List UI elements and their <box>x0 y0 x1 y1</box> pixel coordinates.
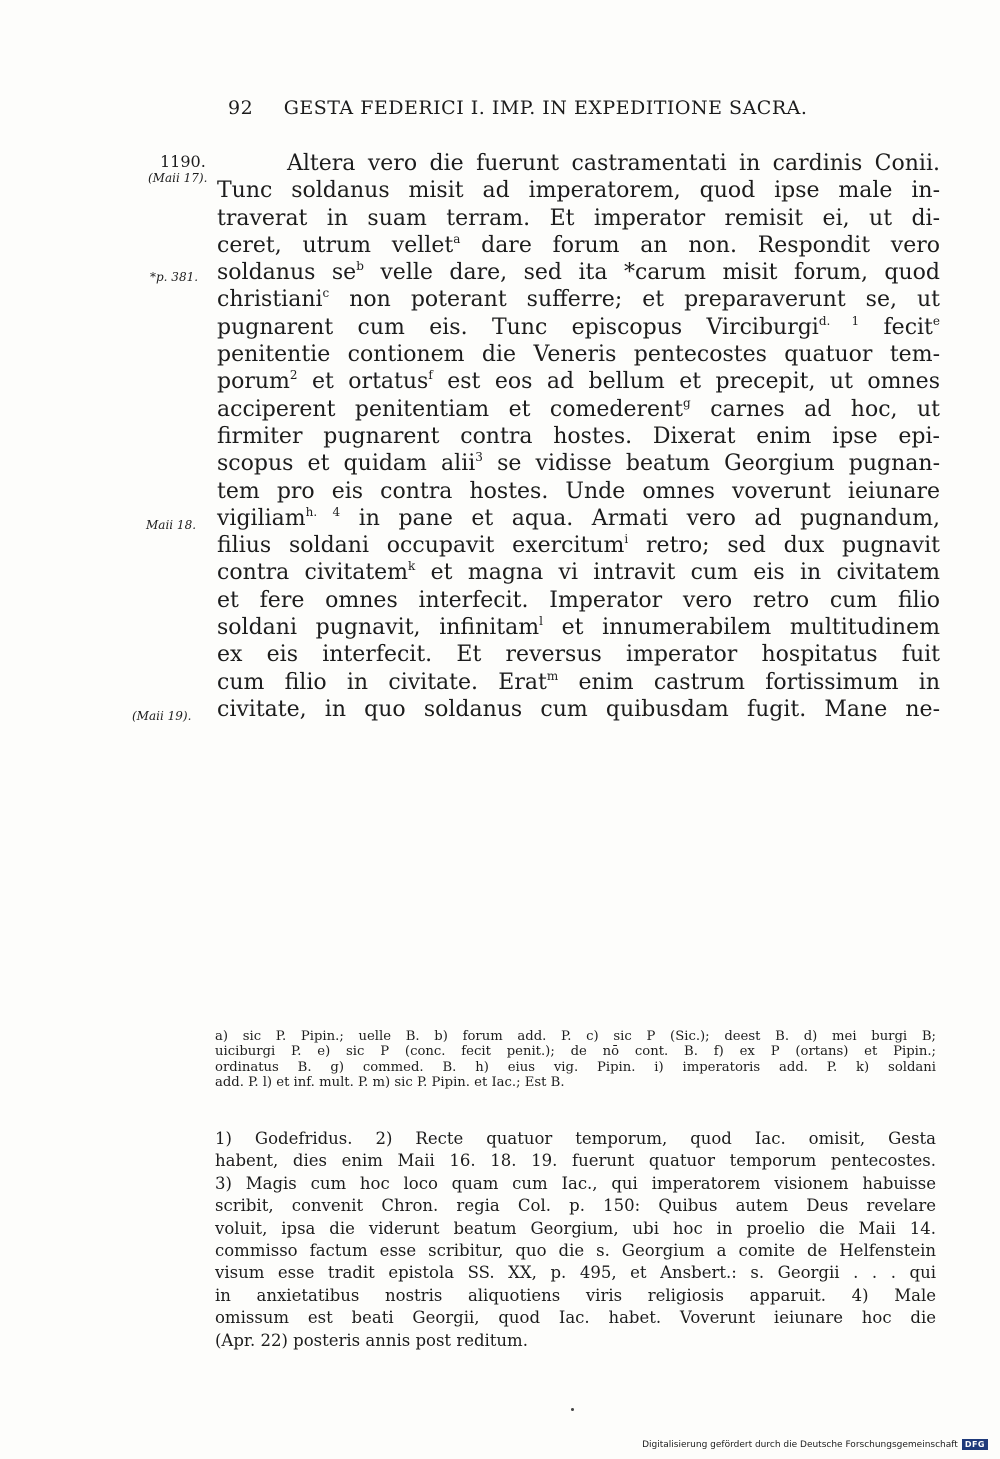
text-line: Altera vero die fuerunt castramentati in cardinis Conii. <box>287 151 940 176</box>
footnote-line: voluit, ipsa die viderunt beatum Georgium, ubi hoc in proelio die Maii 14. <box>215 1218 936 1238</box>
text-line: porum$^2$ et ortatus$^f$ est eos ad bellum et precepit, ut omnes <box>217 368 940 395</box>
apparatus-line: add. P. l) et inf. mult. P. m) sic P. Pipin. et Iac.; Est B. <box>215 1074 565 1090</box>
text-line: christiani$^c$ non poterant sufferre; et preparaverunt se, ut <box>217 286 940 313</box>
dfg-logo-icon: DFG <box>962 1439 988 1450</box>
main-text <box>217 150 940 723</box>
footer-credit: Digitalisierung gefördert durch die Deutsche Forschungsgemeinschaft <box>642 1439 958 1450</box>
text-line: acciperent penitentiam et comederent$^g$ carnes ad hoc, ut <box>217 395 940 422</box>
running-header <box>228 97 928 119</box>
footnote-line: 1) Godefridus. 2) Recte quatuor temporum, quod Iac. omisit, Gesta <box>215 1129 936 1148</box>
text-line: Tunc soldanus misit ad imperatorem, quod ipse male in- <box>217 178 940 204</box>
text-line: cum filio in civitate. Erat$^m$ enim castrum fortissimum in <box>217 668 940 695</box>
text-line: pugnarent cum eis. Tunc episcopus Virciburgi$^{d. 1}$ fecit$^e$ <box>217 313 941 340</box>
text-line: ex eis interfecit. Et reversus imperator hospitatus fuit <box>217 642 940 668</box>
text-line: ceret, utrum vellet$^a$ dare forum an non. Respondit vero <box>217 231 941 258</box>
footnote-line: (Apr. 22) posteris annis post reditum. <box>215 1330 528 1350</box>
footnote-line: habent, dies enim Maii 16. 18. 19. fuerunt quatuor temporum pentecostes. <box>215 1151 936 1171</box>
text-line: vigiliam$^{h. 4}$ in pane et aqua. Armati vero ad pugnandum, <box>217 504 940 531</box>
text-line: filius soldani occupavit exercitum$^i$ retro; sed dux pugnavit <box>217 532 940 559</box>
text-line: soldani pugnavit, infinitam$^l$ et innumerabilem multitudinem <box>217 614 940 641</box>
margin-page-ref: *p. 381. <box>150 270 199 284</box>
page-number: 92 <box>228 97 254 119</box>
text-line: civitate, in quo soldanus cum quibusdam fugit. Mane ne- <box>217 696 940 722</box>
critical-apparatus <box>215 1029 936 1090</box>
apparatus-line: uiciburgi P. e) sic P (conc. fecit penit.); de nō cont. B. f) ex P (ortans) et Pipin.; <box>215 1044 936 1060</box>
digitization-footer <box>642 1439 988 1450</box>
apparatus-line: ordinatus B. g) commed. B. h) eius vig. Pipin. i) imperatoris add. P. k) soldani <box>215 1059 936 1075</box>
text-line: firmiter pugnarent contra hostes. Dixerat enim ipse epi- <box>217 423 940 449</box>
text-line: tem pro eis contra hostes. Unde omnes voverunt ieiunare <box>217 478 940 504</box>
margin-date-maii-17: (Maii 17). <box>148 171 208 185</box>
footnote-line: visum esse tradit epistola SS. XX, p. 495, et Ansbert.: s. Georgii . . . qui <box>215 1263 936 1283</box>
margin-date-maii-19: (Maii 19). <box>132 709 192 723</box>
footnote-line: in anxietatibus nostris aliquotiens viris religiosis apparuit. 4) Male <box>215 1285 936 1305</box>
footnote-line: commisso factum esse scribitur, quo die s. Georgium a comite de Helfenstein <box>215 1240 936 1260</box>
footnotes <box>215 1128 936 1352</box>
text-line: scopus et quidam alii$^3$ se vidisse beatum Georgium pugnan- <box>217 450 941 477</box>
apparatus-line: a) sic P. Pipin.; uelle B. b) forum add. P. c) sic P (Sic.); deest B. d) mei burgi B; <box>215 1029 936 1044</box>
footnote-line: 3) Magis cum hoc loco quam cum Iac., qui imperatorem visionem habuisse <box>215 1173 936 1193</box>
text-line: et fere omnes interfecit. Imperator vero retro cum filio <box>217 587 940 613</box>
text-line: penitentie contionem die Veneris pentecostes quatuor tem- <box>217 342 940 368</box>
margin-date-maii-18: Maii 18. <box>146 518 197 532</box>
footnote-line: scribit, convenit Chron. regia Col. p. 150: Quibus autem Deus revelare <box>215 1196 936 1216</box>
text-line: traverat in suam terram. Et imperator remisit ei, ut di- <box>217 205 940 231</box>
margin-year: 1190. <box>160 152 206 171</box>
footnote-line: omissum est beati Georgii, quod Iac. habet. Voverunt ieiunare hoc die <box>215 1308 936 1328</box>
text-line: contra civitatem$^k$ et magna vi intravit cum eis in civitatem <box>217 559 940 586</box>
running-title: GESTA FEDERICI I. IMP. IN EXPEDITIONE SACRA. <box>283 97 808 119</box>
text-line: soldanus $se^b$ velle dare, sed ita *carum misit forum, quod <box>217 259 941 286</box>
scan-speck <box>571 1408 574 1411</box>
